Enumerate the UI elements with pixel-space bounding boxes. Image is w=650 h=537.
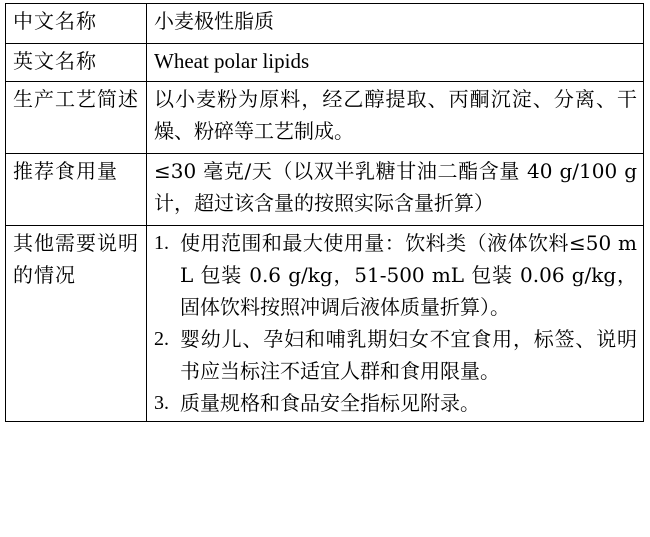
- table-row-process: [6, 82, 644, 154]
- note-text: 质量规格和食品安全指标见附录。: [180, 391, 480, 415]
- note-item: [154, 227, 637, 323]
- table-row-english-name: [6, 44, 644, 82]
- label-notes: 其他需要说明的情况: [6, 226, 147, 422]
- value-notes: [147, 226, 644, 422]
- note-item: [154, 387, 637, 419]
- note-text: 婴幼儿、孕妇和哺乳期妇女不宜食用，标签、说明书应当标注不适宜人群和食用限量。: [180, 327, 637, 383]
- note-number: 3.: [154, 392, 169, 414]
- note-item: [154, 323, 637, 387]
- info-table: [5, 3, 644, 422]
- note-text: 使用范围和最大使用量：饮料类（液体饮料≤50 mL 包装 0.6 g/kg，51-500 mL 包装 0.06 g/kg，固体饮料按照冲调后液体质量折算）。: [180, 231, 637, 319]
- label-chinese-name: 中文名称: [6, 4, 147, 44]
- note-number: 1.: [154, 232, 169, 254]
- table-row-chinese-name: [6, 4, 644, 44]
- value-chinese-name: 小麦极性脂质: [147, 4, 644, 44]
- value-process: 以小麦粉为原料，经乙醇提取、丙酮沉淀、分离、干燥、粉碎等工艺制成。: [147, 82, 644, 154]
- label-process: 生产工艺简述: [6, 82, 147, 154]
- value-dose: ≤30 毫克/天（以双半乳糖甘油二酯含量 40 g/100 g 计，超过该含量的按照实际含量折算）: [147, 154, 644, 226]
- table-row-dose: [6, 154, 644, 226]
- table-row-notes: [6, 226, 644, 422]
- note-number: 2.: [154, 328, 169, 350]
- label-english-name: 英文名称: [6, 44, 147, 82]
- label-dose: 推荐食用量: [6, 154, 147, 226]
- value-english-name: Wheat polar lipids: [147, 44, 644, 82]
